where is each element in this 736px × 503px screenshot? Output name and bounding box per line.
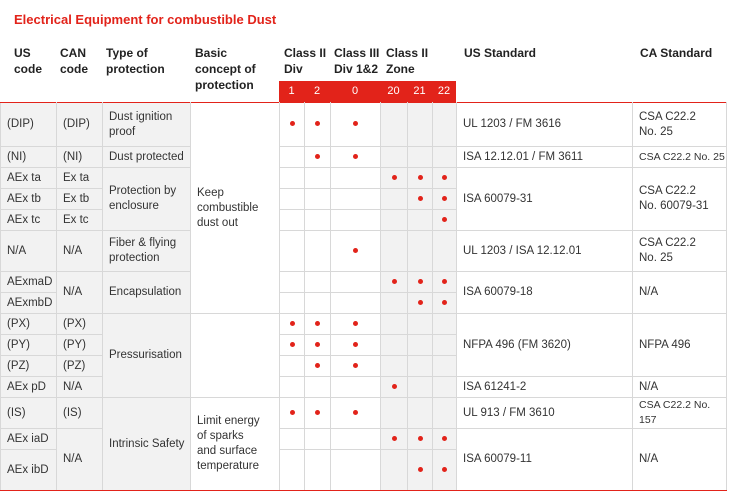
type-text: Fiber & flying bbox=[109, 237, 177, 249]
dot-cell bbox=[305, 398, 331, 429]
dot-cell bbox=[433, 103, 457, 147]
dot-cell bbox=[331, 429, 381, 450]
dot-cell bbox=[381, 210, 408, 231]
ca-standard-cell: CSA C22.2 No. 157 bbox=[633, 398, 727, 429]
us-standard-cell: NFPA 496 (FM 3620) bbox=[457, 314, 633, 377]
marker-dot bbox=[315, 410, 320, 415]
marker-dot bbox=[353, 121, 358, 126]
header-text: Div bbox=[284, 62, 303, 76]
header-class3-div bbox=[334, 45, 379, 77]
us-code-cell: AExmbD bbox=[1, 293, 57, 314]
dot-cell bbox=[433, 356, 457, 377]
header-text: Div 1&2 bbox=[334, 62, 379, 76]
concept-cell bbox=[191, 103, 280, 314]
marker-dot bbox=[392, 384, 397, 389]
marker-dot bbox=[290, 121, 295, 126]
dot-cell bbox=[331, 103, 381, 147]
dot-cell bbox=[433, 189, 457, 210]
marker-dot bbox=[442, 279, 447, 284]
marker-dot bbox=[418, 467, 423, 472]
zone-label: 1 bbox=[288, 85, 295, 97]
marker-dot bbox=[418, 196, 423, 201]
dot-cell bbox=[305, 293, 331, 314]
marker-dot bbox=[418, 436, 423, 441]
us-code-cell: (IS) bbox=[1, 398, 57, 429]
can-code-cell: (PX) bbox=[57, 314, 103, 335]
dot-cell bbox=[305, 356, 331, 377]
table-row bbox=[1, 272, 727, 293]
dot-cell bbox=[280, 210, 305, 231]
header-text: Class III bbox=[334, 46, 380, 60]
header-text: protection bbox=[195, 78, 254, 92]
dot-cell bbox=[381, 335, 408, 356]
table-row bbox=[1, 314, 727, 335]
dot-cell bbox=[331, 450, 381, 491]
marker-dot bbox=[315, 321, 320, 326]
marker-dot bbox=[442, 300, 447, 305]
table-row bbox=[1, 103, 727, 147]
ca-standard-text: No. 25 bbox=[639, 252, 673, 264]
dot-cell bbox=[331, 272, 381, 293]
ca-standard-text: No. 25 bbox=[639, 125, 673, 138]
dot-cell bbox=[408, 272, 433, 293]
header-ca-standard: CA Standard bbox=[640, 46, 713, 60]
dot-cell bbox=[433, 398, 457, 429]
dot-cell bbox=[381, 377, 408, 398]
dot-cell bbox=[280, 429, 305, 450]
concept-text: temperature bbox=[197, 460, 260, 472]
marker-dot bbox=[442, 175, 447, 180]
dot-cell bbox=[280, 168, 305, 189]
us-standard-cell: UL 1203 / ISA 12.12.01 bbox=[457, 231, 633, 272]
marker-dot bbox=[392, 175, 397, 180]
marker-dot bbox=[290, 342, 295, 347]
dot-cell bbox=[381, 147, 408, 168]
can-code-cell: N/A bbox=[57, 377, 103, 398]
type-cell bbox=[103, 231, 191, 272]
type-text: Dust ignition bbox=[109, 110, 173, 123]
can-code-cell: (DIP) bbox=[57, 103, 103, 147]
header-class2-div bbox=[284, 45, 326, 77]
us-standard-cell: ISA 60079-11 bbox=[457, 429, 633, 491]
ca-standard-cell: NFPA 496 bbox=[633, 314, 727, 377]
marker-dot bbox=[315, 154, 320, 159]
dot-cell bbox=[280, 377, 305, 398]
dot-cell bbox=[331, 335, 381, 356]
us-standard-cell: ISA 12.12.01 / FM 3611 bbox=[457, 147, 633, 168]
type-cell: Dust protected bbox=[103, 147, 191, 168]
dot-cell bbox=[433, 210, 457, 231]
dot-cell bbox=[305, 429, 331, 450]
dot-cell bbox=[280, 103, 305, 147]
dot-cell bbox=[381, 293, 408, 314]
us-standard-cell: UL 913 / FM 3610 bbox=[457, 398, 633, 429]
dot-cell bbox=[433, 168, 457, 189]
dot-cell bbox=[280, 335, 305, 356]
dot-cell bbox=[305, 272, 331, 293]
type-text: enclosure bbox=[109, 200, 159, 212]
zone-label: 20 bbox=[387, 85, 400, 97]
dot-cell bbox=[331, 377, 381, 398]
dot-cell bbox=[408, 450, 433, 491]
header-text: Zone bbox=[386, 62, 415, 76]
dot-cell bbox=[305, 377, 331, 398]
dot-cell bbox=[280, 293, 305, 314]
dot-cell bbox=[408, 356, 433, 377]
us-standard-cell: ISA 60079-18 bbox=[457, 272, 633, 314]
header-text: Class II bbox=[386, 46, 429, 60]
dot-cell bbox=[331, 147, 381, 168]
dot-cell bbox=[305, 147, 331, 168]
dot-cell bbox=[280, 450, 305, 491]
concept-cell bbox=[191, 314, 280, 398]
ca-standard-text: No. 60079-31 bbox=[639, 200, 709, 212]
dot-cell bbox=[433, 429, 457, 450]
dot-cell bbox=[381, 398, 408, 429]
header-text: Type of bbox=[106, 46, 148, 60]
can-code-cell: N/A bbox=[57, 429, 103, 491]
dot-cell bbox=[280, 356, 305, 377]
dot-cell bbox=[331, 398, 381, 429]
marker-dot bbox=[290, 321, 295, 326]
header-text: Class II bbox=[284, 46, 327, 60]
type-text: Protection by bbox=[109, 185, 177, 197]
type-cell bbox=[103, 168, 191, 231]
dot-cell bbox=[408, 147, 433, 168]
dot-cell bbox=[280, 147, 305, 168]
type-cell: Intrinsic Safety bbox=[103, 398, 191, 491]
dot-cell bbox=[280, 189, 305, 210]
type-cell: Pressurisation bbox=[103, 314, 191, 398]
marker-dot bbox=[418, 300, 423, 305]
dot-cell bbox=[305, 335, 331, 356]
header-text: CAN bbox=[60, 46, 86, 60]
dot-cell bbox=[331, 189, 381, 210]
us-code-cell: AEx pD bbox=[1, 377, 57, 398]
dot-cell bbox=[331, 356, 381, 377]
us-code-cell: (PZ) bbox=[1, 356, 57, 377]
can-code-cell: (IS) bbox=[57, 398, 103, 429]
dot-cell bbox=[408, 293, 433, 314]
us-code-cell: AEx ibD bbox=[1, 450, 57, 491]
zone-label: 21 bbox=[413, 85, 426, 97]
dot-cell bbox=[408, 335, 433, 356]
header-text: code bbox=[60, 62, 89, 76]
dot-cell bbox=[381, 450, 408, 491]
marker-dot bbox=[418, 175, 423, 180]
us-standard-cell: ISA 61241-2 bbox=[457, 377, 633, 398]
can-code-cell: (PY) bbox=[57, 335, 103, 356]
dot-cell bbox=[381, 168, 408, 189]
dot-cell bbox=[305, 210, 331, 231]
dot-cell bbox=[280, 231, 305, 272]
marker-dot bbox=[392, 436, 397, 441]
marker-dot bbox=[353, 248, 358, 253]
zone-label: 0 bbox=[351, 85, 359, 97]
marker-dot bbox=[392, 279, 397, 284]
ca-standard-cell bbox=[633, 103, 727, 147]
marker-dot bbox=[442, 196, 447, 201]
can-code-cell: Ex tc bbox=[57, 210, 103, 231]
table-row bbox=[1, 168, 727, 189]
marker-dot bbox=[315, 363, 320, 368]
header-text: concept of bbox=[195, 62, 256, 76]
zone-label: 22 bbox=[437, 85, 451, 97]
dot-cell bbox=[381, 314, 408, 335]
dot-cell bbox=[280, 398, 305, 429]
dot-cell bbox=[305, 189, 331, 210]
header-class2-zone bbox=[386, 45, 428, 77]
header-us-standard: US Standard bbox=[464, 46, 537, 60]
ca-standard-cell bbox=[633, 231, 727, 272]
ca-standard-text: CSA C22.2 bbox=[639, 110, 696, 123]
dot-cell bbox=[381, 189, 408, 210]
us-code-cell: N/A bbox=[1, 231, 57, 272]
dot-cell bbox=[433, 231, 457, 272]
can-code-cell: (PZ) bbox=[57, 356, 103, 377]
header-text: Basic bbox=[195, 46, 228, 60]
us-standard-cell: UL 1203 / FM 3616 bbox=[457, 103, 633, 147]
dot-cell bbox=[305, 450, 331, 491]
marker-dot bbox=[353, 342, 358, 347]
dot-cell bbox=[331, 231, 381, 272]
dot-cell bbox=[305, 314, 331, 335]
dot-cell bbox=[433, 272, 457, 293]
dot-cell bbox=[331, 314, 381, 335]
header-type bbox=[106, 45, 165, 77]
dot-cell bbox=[381, 231, 408, 272]
page-title: Electrical Equipment for combustible Dust bbox=[14, 12, 277, 27]
dot-cell bbox=[433, 450, 457, 491]
zone-label: 2 bbox=[313, 85, 321, 97]
dot-cell bbox=[331, 293, 381, 314]
type-cell bbox=[103, 103, 191, 147]
ca-standard-text: CSA C22.2 bbox=[639, 237, 696, 249]
dot-cell bbox=[280, 314, 305, 335]
concept-text: Keep bbox=[197, 186, 224, 199]
header-us-code bbox=[14, 45, 42, 77]
table-row bbox=[1, 398, 727, 429]
us-code-cell: AEx tc bbox=[1, 210, 57, 231]
us-code-cell: (NI) bbox=[1, 147, 57, 168]
dot-cell bbox=[433, 147, 457, 168]
can-code-cell: N/A bbox=[57, 272, 103, 314]
concept-text: and surface bbox=[197, 445, 258, 457]
ca-standard-cell bbox=[633, 168, 727, 231]
can-code-cell: Ex ta bbox=[57, 168, 103, 189]
header-text: protection bbox=[106, 62, 165, 76]
dot-cell bbox=[408, 314, 433, 335]
dot-cell bbox=[408, 210, 433, 231]
marker-dot bbox=[353, 321, 358, 326]
ca-standard-cell: N/A bbox=[633, 429, 727, 491]
dot-cell bbox=[331, 210, 381, 231]
marker-dot bbox=[353, 363, 358, 368]
type-cell: Encapsulation bbox=[103, 272, 191, 314]
ca-standard-cell: CSA C22.2 No. 25 bbox=[633, 147, 727, 168]
dot-cell bbox=[433, 377, 457, 398]
dot-cell bbox=[408, 189, 433, 210]
marker-dot bbox=[418, 279, 423, 284]
us-code-cell: AExmaD bbox=[1, 272, 57, 293]
dot-cell bbox=[433, 293, 457, 314]
dot-cell bbox=[408, 168, 433, 189]
concept-text: combustible bbox=[197, 201, 259, 214]
dot-cell bbox=[381, 429, 408, 450]
concept-text: of sparks bbox=[197, 430, 244, 442]
marker-dot bbox=[442, 217, 447, 222]
us-code-cell: AEx iaD bbox=[1, 429, 57, 450]
dot-cell bbox=[381, 272, 408, 293]
type-text: proof bbox=[109, 125, 136, 138]
marker-dot bbox=[315, 342, 320, 347]
us-standard-cell: ISA 60079-31 bbox=[457, 168, 633, 231]
can-code-cell: N/A bbox=[57, 231, 103, 272]
marker-dot bbox=[315, 121, 320, 126]
marker-dot bbox=[290, 410, 295, 415]
dot-cell bbox=[408, 429, 433, 450]
concept-text: dust out bbox=[197, 216, 238, 229]
concept-text: Limit energy bbox=[197, 415, 260, 427]
dot-cell bbox=[331, 168, 381, 189]
marker-dot bbox=[353, 410, 358, 415]
header-can-code bbox=[60, 45, 88, 77]
us-code-cell: AEx tb bbox=[1, 189, 57, 210]
dot-cell bbox=[305, 168, 331, 189]
dot-cell bbox=[433, 335, 457, 356]
dot-cell bbox=[408, 231, 433, 272]
can-code-cell: Ex tb bbox=[57, 189, 103, 210]
table-row bbox=[1, 147, 727, 168]
concept-cell bbox=[191, 398, 280, 491]
marker-dot bbox=[442, 467, 447, 472]
ca-standard-cell: N/A bbox=[633, 272, 727, 314]
header-concept bbox=[195, 45, 256, 93]
us-code-cell: (PX) bbox=[1, 314, 57, 335]
header-text: US bbox=[14, 46, 31, 60]
header-text: code bbox=[14, 62, 43, 76]
dot-cell bbox=[433, 314, 457, 335]
us-code-cell: AEx ta bbox=[1, 168, 57, 189]
dot-cell bbox=[305, 231, 331, 272]
dot-cell bbox=[408, 103, 433, 147]
dot-cell bbox=[381, 356, 408, 377]
us-code-cell: (DIP) bbox=[1, 103, 57, 147]
dot-cell bbox=[408, 398, 433, 429]
equipment-table bbox=[0, 102, 727, 491]
dot-cell bbox=[280, 272, 305, 293]
ca-standard-cell: N/A bbox=[633, 377, 727, 398]
can-code-cell: (NI) bbox=[57, 147, 103, 168]
ca-standard-text: CSA C22.2 bbox=[639, 185, 696, 197]
marker-dot bbox=[442, 436, 447, 441]
dot-cell bbox=[381, 103, 408, 147]
table-row bbox=[1, 231, 727, 272]
marker-dot bbox=[353, 154, 358, 159]
dot-cell bbox=[408, 377, 433, 398]
dot-cell bbox=[305, 103, 331, 147]
us-code-cell: (PY) bbox=[1, 335, 57, 356]
type-text: protection bbox=[109, 252, 160, 264]
